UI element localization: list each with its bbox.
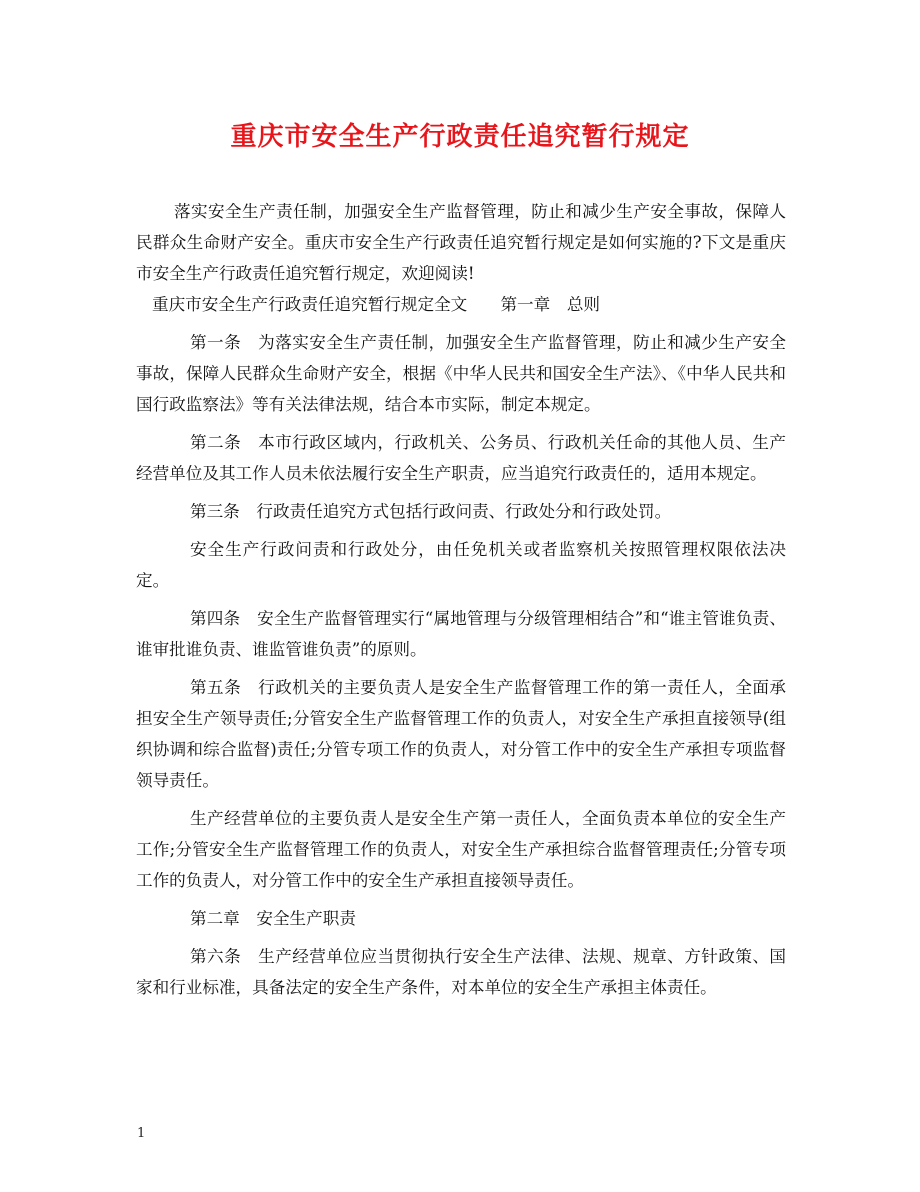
article-4: 第四条 安全生产监督管理实行“属地管理与分级管理相结合”和“谁主管谁负责、谁审批谁负责、谁监管谁负责”的原则。 [136,609,786,659]
full-text-heading: 重庆市安全生产行政责任追究暂行规定全文 第一章 总则 [152,295,601,314]
article-6: 第六条 生产经营单位应当贯彻执行安全生产法律、法规、规章、方针政策、国家和行业标准，具备法定的安全生产条件，对本单位的安全生产承担主体责任。 [136,947,786,997]
document-body [136,196,786,1010]
intro-paragraph: 落实安全生产责任制，加强安全生产监督管理，防止和减少生产安全事故，保障人民群众生命财产安全。重庆市安全生产行政责任追究暂行规定是如何实施的?下文是重庆市安全生产行政责任追究暂行规定，欢迎阅读! [136,202,786,283]
chapter-2-heading: 第二章 安全生产职责 [190,909,356,928]
article-2: 第二条 本市行政区域内，行政机关、公务员、行政机关任命的其他人员、生产经营单位及其工作人员未依法履行安全生产职责，应当追究行政责任的，适用本规定。 [136,433,786,483]
article-3-clause: 安全生产行政问责和行政处分，由任免机关或者监察机关按照管理权限依法决定。 [136,540,786,590]
article-5: 第五条 行政机关的主要负责人是安全生产监督管理工作的第一责任人，全面承担安全生产领导责任;分管安全生产监督管理工作的负责人，对安全生产承担直接领导(组织协调和综合监督)责任;分管专项工作的负责人，对分管工作中的安全生产承担专项监督领导责任。 [136,678,786,790]
article-3: 第三条 行政责任追究方式包括行政问责、行政处分和行政处罚。 [190,502,672,521]
article-1: 第一条 为落实安全生产责任制，加强安全生产监督管理，防止和减少生产安全事故，保障人民群众生命财产安全，根据《中华人民共和国安全生产法》、《中华人民共和国行政监察法》等有关法律法规，结合本市实际，制定本规定。 [136,333,786,414]
document-title: 重庆市安全生产行政责任追究暂行规定 [230,122,690,152]
page-number: 1 [137,1126,146,1141]
article-5-clause: 生产经营单位的主要负责人是安全生产第一责任人，全面负责本单位的安全生产工作;分管安全生产监督管理工作的负责人，对安全生产承担综合监督管理责任;分管专项工作的负责人，对分管工作中的安全生产承担直接领导责任。 [136,809,786,890]
